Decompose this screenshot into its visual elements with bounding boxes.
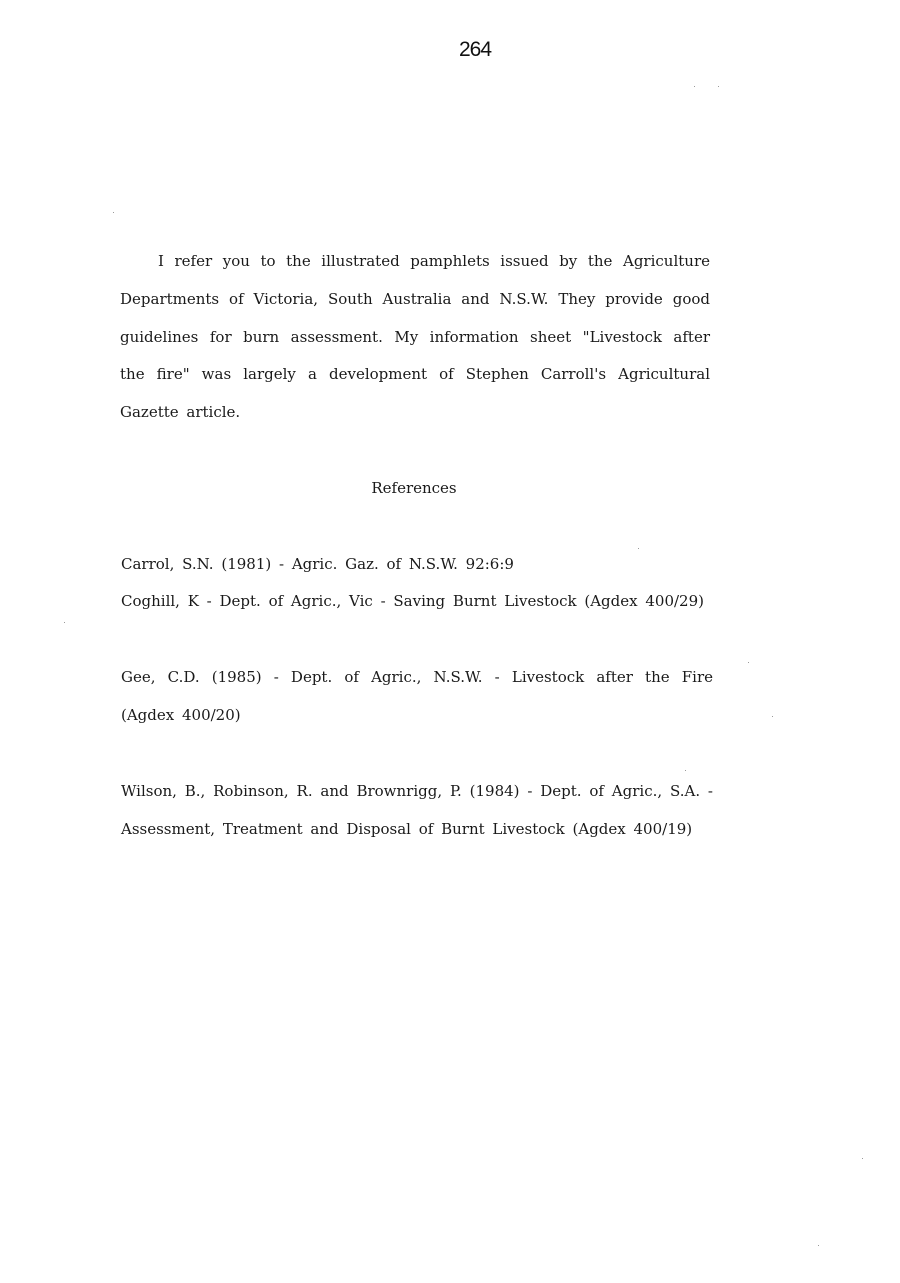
- scan-speck: [64, 622, 65, 623]
- scan-speck: [772, 716, 773, 717]
- scan-speck: [818, 1245, 819, 1246]
- page-number: 264: [458, 38, 492, 61]
- scan-speck: [748, 662, 749, 663]
- reference-entry-coghill: Coghill, K - Dept. of Agric., Vic - Saving Burnt Livestock (Agdex 400/29): [121, 592, 704, 610]
- reference-entry-gee: Gee, C.D. (1985) - Dept. of Agric., N.S.W. - Livestock after the Fire (Agdex 400/20): [121, 668, 713, 724]
- scan-speck: [113, 212, 114, 213]
- scan-speck: [718, 86, 719, 87]
- scan-speck: [685, 770, 686, 771]
- scan-speck: [638, 548, 639, 549]
- scan-speck: [862, 1158, 863, 1159]
- scan-speck: [694, 86, 695, 87]
- reference-entry-wilson: Wilson, B., Robinson, R. and Brownrigg, P. (1984) - Dept. of Agric., S.A. - Assessment, Treatment and Disposal of Burnt Livestock (Agdex 400/19): [121, 782, 713, 838]
- body-paragraph: I refer you to the illustrated pamphlets issued by the Agriculture Departments of Victoria, South Australia and N.S.W. They provide good guidelines for burn assessment. My information sheet "Livestock after the fire" was largely a development of Stephen Carroll's Agricultural Gazette article.: [120, 252, 710, 422]
- reference-entry-carrol: Carrol, S.N. (1981) - Agric. Gaz. of N.S.W. 92:6:9: [121, 555, 514, 573]
- references-heading: References: [371, 479, 457, 497]
